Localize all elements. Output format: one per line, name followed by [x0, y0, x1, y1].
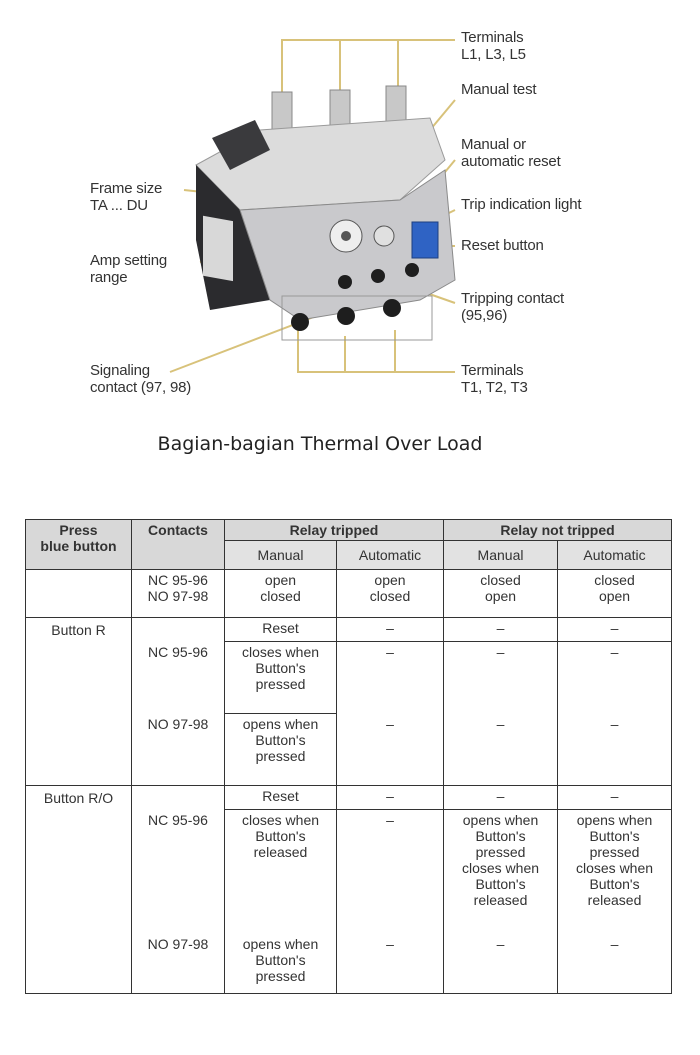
- dash-cell: –: [337, 618, 444, 642]
- header-tripped-automatic: Automatic: [337, 541, 444, 570]
- dash-cell: –: [337, 714, 444, 786]
- dash-cell: –: [444, 934, 558, 994]
- button-r-label: Button R: [26, 618, 132, 786]
- label-tripping-contact: Tripping contact (95,96): [461, 290, 564, 324]
- header-relay-tripped: Relay tripped: [225, 520, 444, 541]
- dash-cell: –: [444, 642, 558, 714]
- dash-cell: –: [558, 786, 672, 810]
- contacts-blank-cell: [132, 786, 225, 810]
- label-terminals-top: Terminals L1, L3, L5: [461, 29, 526, 63]
- dash-cell: –: [444, 618, 558, 642]
- table-row: [26, 786, 672, 810]
- tripped-auto-cell: open closed: [337, 570, 444, 618]
- table-row: [26, 570, 672, 618]
- contacts-cell: NC 95-96 NO 97-98: [132, 570, 225, 618]
- reset-selector: [374, 226, 394, 246]
- figure-caption: Bagian-bagian Thermal Over Load: [157, 433, 483, 455]
- tripped-manual-cell: opens when Button's pressed: [225, 934, 337, 994]
- not-tripped-manual-cell: closed open: [444, 570, 558, 618]
- label-manual-auto-reset: Manual or automatic reset: [461, 136, 561, 170]
- tripped-manual-cell: closes when Button's pressed: [225, 642, 337, 714]
- tripped-manual-cell: open closed: [225, 570, 337, 618]
- header-row-1: [26, 520, 672, 541]
- reset-behaviour-table-container: [25, 519, 671, 994]
- blue-reset-button: [412, 222, 438, 258]
- tripped-manual-cell: closes when Button's released: [225, 810, 337, 934]
- relay-figure: [0, 0, 700, 420]
- dash-cell: –: [558, 618, 672, 642]
- contacts-blank-cell: [132, 618, 225, 642]
- header-contacts: Contacts: [132, 520, 225, 570]
- dash-cell: –: [444, 714, 558, 786]
- label-trip-indication-light: Trip indication light: [461, 196, 582, 213]
- dash-cell: –: [337, 810, 444, 934]
- label-signaling-contact: Signaling contact (97, 98): [90, 362, 192, 396]
- dash-cell: –: [337, 642, 444, 714]
- contacts-no-cell: NO 97-98: [132, 714, 225, 786]
- dash-cell: –: [337, 786, 444, 810]
- header-press-blue-button: Press blue button: [26, 520, 132, 570]
- button-ro-label: Button R/O: [26, 786, 132, 994]
- dash-cell: –: [444, 786, 558, 810]
- header-not-tripped-automatic: Automatic: [558, 541, 672, 570]
- dash-cell: –: [337, 934, 444, 994]
- header-relay-not-tripped: Relay not tripped: [444, 520, 672, 541]
- tripped-manual-cell: opens when Button's pressed: [225, 714, 337, 786]
- header-not-tripped-manual: Manual: [444, 541, 558, 570]
- not-tripped-auto-cell: closed open: [558, 570, 672, 618]
- label-terminals-bottom: Terminals T1, T2, T3: [461, 362, 528, 396]
- reset-cell: Reset: [225, 618, 337, 642]
- header-tripped-manual: Manual: [225, 541, 337, 570]
- dash-cell: –: [558, 642, 672, 714]
- contacts-nc-cell: NC 95-96: [132, 642, 225, 714]
- reset-cell: Reset: [225, 786, 337, 810]
- dash-cell: –: [558, 714, 672, 786]
- press-empty-cell: [26, 570, 132, 618]
- not-tripped-auto-cell: opens when Button's pressed closes when Button's released: [558, 810, 672, 934]
- table-row: [26, 618, 672, 642]
- contacts-nc-cell: NC 95-96: [132, 810, 225, 934]
- contacts-no-cell: NO 97-98: [132, 934, 225, 994]
- label-frame-size: Frame size TA ... DU: [90, 180, 163, 214]
- dash-cell: –: [558, 934, 672, 994]
- label-reset-button: Reset button: [461, 237, 544, 254]
- reset-behaviour-table: [25, 519, 672, 994]
- not-tripped-manual-cell: opens when Button's pressed closes when Button's released: [444, 810, 558, 934]
- label-manual-test: Manual test: [461, 81, 537, 98]
- label-amp-setting-range: Amp setting range: [90, 252, 168, 286]
